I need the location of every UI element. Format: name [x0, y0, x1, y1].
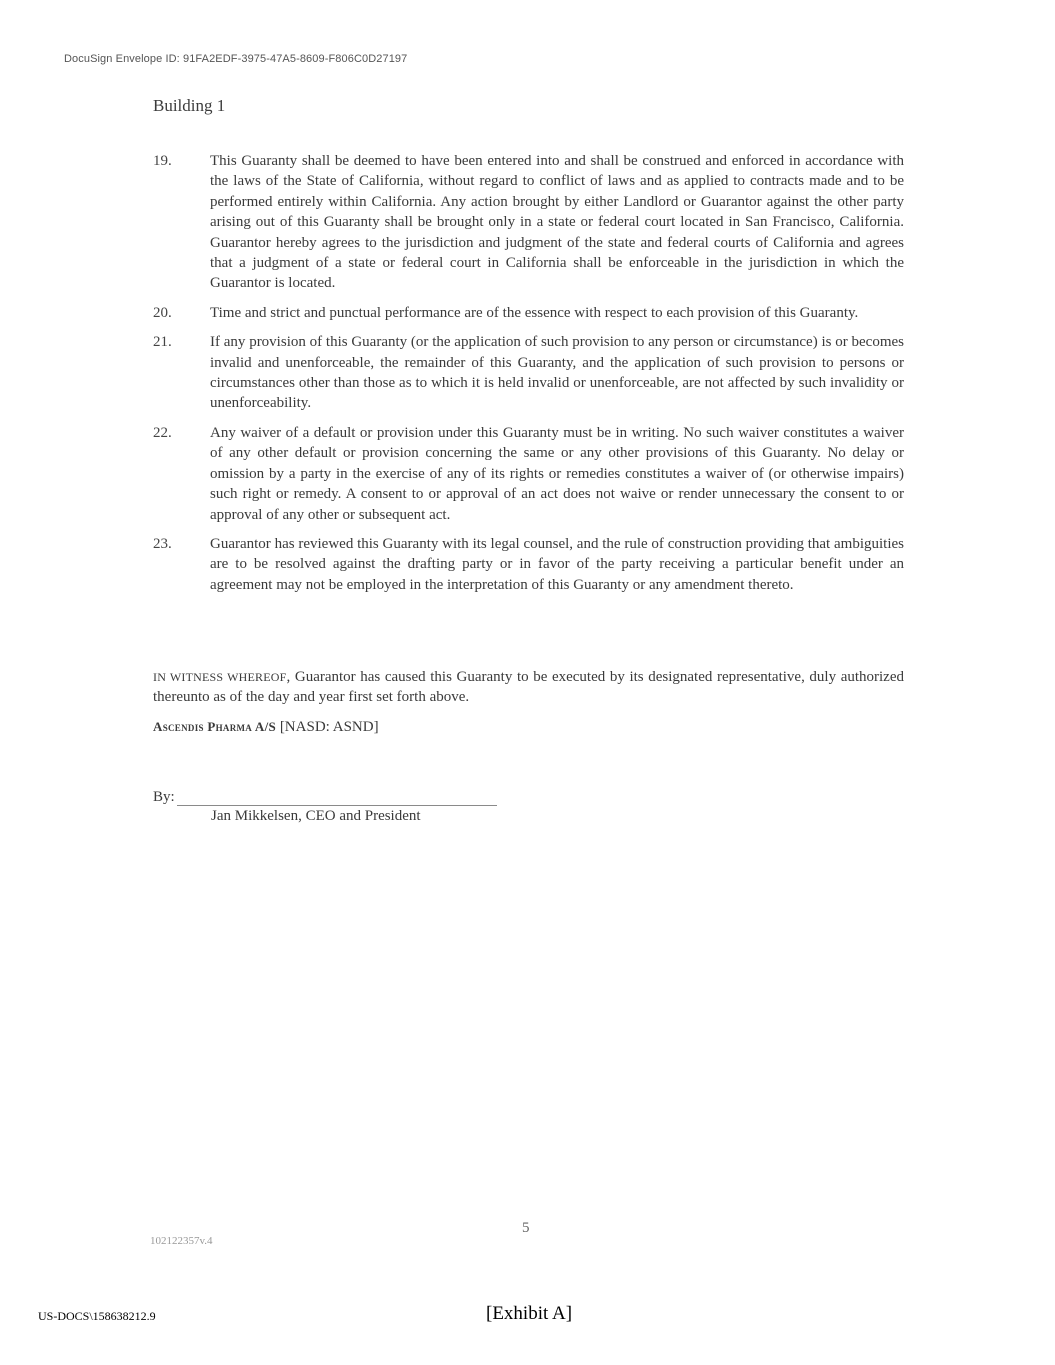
clause-19 [153, 151, 904, 294]
clause-number: 21. [153, 334, 172, 351]
document-version-number: 102122357v.4 [150, 1235, 213, 1247]
exhibit-label: [Exhibit A] [486, 1303, 573, 1324]
clause-text: Guarantor has reviewed this Guaranty with its legal counsel, and the rule of construction providing that ambiguities are to be resolved against the drafting party or in favor of the party receiving a particular benefit under an agreement may not be employed in the interpretation of this Guaranty or any amendment thereto. [210, 535, 904, 593]
clause-number: 19. [153, 153, 172, 169]
signer-name: Jan Mikkelsen, CEO and President [211, 808, 421, 824]
clause-number: 23. [153, 535, 172, 552]
docusign-envelope-id: DocuSign Envelope ID: 91FA2EDF-3975-47A5-8609-F806C0D27197 [64, 53, 408, 65]
footer-document-id: US-DOCS\158638212.9 [38, 1309, 156, 1323]
witness-text: , Guarantor has caused this Guaranty to be executed by its designated representative, duly authorized thereunto as of the day and year first set forth above. [153, 669, 904, 706]
witness-paragraph [153, 667, 904, 708]
clause-21 [153, 332, 904, 414]
clause-number: 22. [153, 424, 172, 441]
clause-22 [153, 423, 904, 525]
clause-text: This Guaranty shall be deemed to have been entered into and shall be construed and enforced in accordance with the laws of the State of California, without regard to conflict of laws and as applied to contracts made and to be performed entirely within California. Any action brought by either Landlord or Guarantor against the other party arising out of this Guaranty shall be brought only in a state or federal court located in San Francisco, California. Guarantor hereby agrees to the jurisdiction and judgment of the state and federal courts of California and agrees that a judgment of a state or federal court in California shall be enforceable in the jurisdiction in which the Guarantor is located. [210, 153, 904, 292]
clause-text: Time and strict and punctual performance are of the essence with respect to each provision of this Guaranty. [210, 304, 859, 321]
signature-row [153, 789, 497, 806]
witness-lead: IN WITNESS WHEREOF [153, 670, 287, 684]
building-heading: Building 1 [153, 96, 226, 115]
clause-text: Any waiver of a default or provision under this Guaranty must be in writing. No such waiver constitutes a waiver of any other default or provision concerning the same or any other provisions of this Guaranty. No delay or omission by a party in the exercise of any of its rights or remedies constitutes a waiver of (or otherwise impairs) such right or remedy. A consent to or approval of an act does not waive or render unnecessary the consent to or approval of any other or subsequent act. [210, 424, 904, 523]
signature-line [177, 791, 497, 806]
clause-20 [153, 303, 904, 323]
company-name: Ascendis Pharma A/S [153, 719, 277, 734]
page-number: 5 [522, 1220, 530, 1236]
clause-23 [153, 534, 904, 595]
by-label: By: [153, 789, 175, 805]
company-ticker: [NASD: ASND] [276, 719, 379, 735]
clause-list [153, 151, 904, 604]
clause-text: If any provision of this Guaranty (or the application of such provision to any person or circumstance) is or becomes invalid and unenforceable, the remainder of this Guaranty, and the application of such provision to persons or circumstances other than those as to which it is held invalid or unenforceable, are not affected by such invalidity or unenforceability. [210, 334, 904, 412]
clause-number: 20. [153, 304, 172, 321]
company-line [153, 719, 379, 736]
